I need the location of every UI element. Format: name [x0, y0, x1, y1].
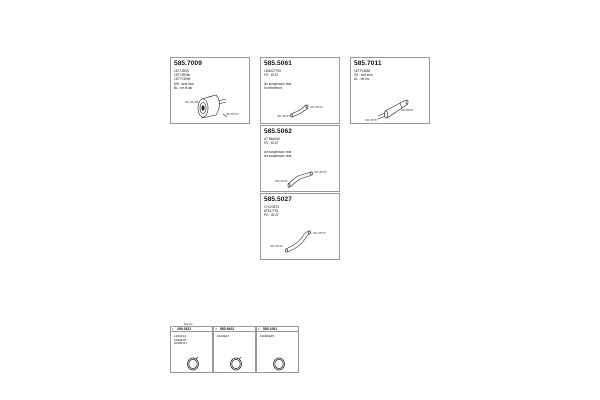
- clamp-part-number: 585.1061: [263, 327, 278, 331]
- clamp-quantity: 1: [172, 327, 174, 331]
- part-card: [350, 57, 430, 124]
- part-card: [260, 125, 340, 192]
- bent-pipe-drawing: [261, 194, 341, 261]
- reference-line: Air suspension rear: [264, 81, 292, 86]
- dimension-label: OD 50 57: [401, 108, 414, 112]
- reference-line: 16A0E17: [217, 334, 230, 338]
- dimension-label: OD 45 38: [185, 100, 198, 104]
- clamp-quantity: 4: [215, 327, 217, 331]
- dimension-label: OD 45 57: [313, 231, 326, 235]
- dimension-label: OD 50 57: [226, 112, 239, 116]
- reference-line: SS : self l/cm: [354, 73, 373, 78]
- part-number: 585.5061: [264, 60, 292, 67]
- clamp-ring-drawing: [214, 327, 257, 374]
- clamp-cell: [213, 326, 256, 373]
- reference-line: 1234C14: [174, 334, 187, 338]
- reference-line: 1677J9D5: [174, 69, 189, 73]
- reference-line: FS : ID.67: [264, 73, 279, 78]
- dimension-label: OD 45 57: [275, 179, 288, 183]
- dimension-label: OD 45 57: [365, 118, 378, 122]
- reference-line: FS : ID.67: [264, 141, 279, 146]
- part-number: 585.5027: [264, 196, 292, 203]
- clamp-cell: [170, 326, 213, 373]
- part-card: [170, 57, 250, 124]
- reference-line: PD : ID.47: [264, 213, 279, 218]
- clamp-quantity: 1: [258, 327, 260, 331]
- reference-line: 13D00E97: [260, 334, 275, 338]
- dimension-label: OD 45 57: [310, 105, 323, 109]
- clamp-cell: [256, 326, 299, 373]
- reference-line: 1094E78: [174, 337, 187, 342]
- dimension-label: OD 45 57: [314, 170, 327, 174]
- dimension-label: OD 45 57: [277, 114, 290, 118]
- bent-pipe-drawing: [261, 126, 341, 193]
- part-card: [260, 57, 340, 124]
- reference-line: Air suspension rear: [264, 149, 292, 154]
- reference-line: In reihe/front: [264, 85, 282, 90]
- reference-line: 87327733: [264, 209, 279, 214]
- reference-line: 1677J9D6h: [174, 73, 191, 78]
- clamp-part-number: 399.2622: [177, 327, 192, 331]
- reference-line: 1YK20873: [264, 205, 279, 209]
- reference-line: A7 B6A4W: [264, 137, 280, 141]
- reference-line: 1677Y3654: [354, 69, 371, 73]
- reference-line: MS : sets l/cm: [174, 81, 195, 86]
- reference-line: UL : rel mv: [354, 77, 370, 82]
- bent-pipe-drawing: [261, 58, 341, 125]
- part-card: [260, 193, 340, 260]
- reference-line: 20409717: [174, 341, 188, 346]
- reference-line: Air suspension rear: [264, 153, 292, 158]
- part-number: 585.5062: [264, 128, 292, 135]
- clamp-ring-drawing: [257, 327, 300, 374]
- part-number: 585.7011: [354, 60, 382, 67]
- dimension-label: OD 45 57: [270, 244, 283, 248]
- reference-line: 1677Y3006: [174, 77, 191, 82]
- muffler-drawing: [351, 58, 431, 125]
- clamp-ring-drawing: [171, 327, 214, 374]
- reference-line: BL : rel lft wk: [174, 85, 193, 90]
- part-number: 585.7009: [174, 60, 202, 67]
- muffler-drawing: [171, 58, 251, 125]
- reference-line: 1DA027795: [264, 69, 281, 73]
- clamp-caption: Bande: [184, 322, 193, 326]
- clamp-part-number: 585.9622: [220, 327, 235, 331]
